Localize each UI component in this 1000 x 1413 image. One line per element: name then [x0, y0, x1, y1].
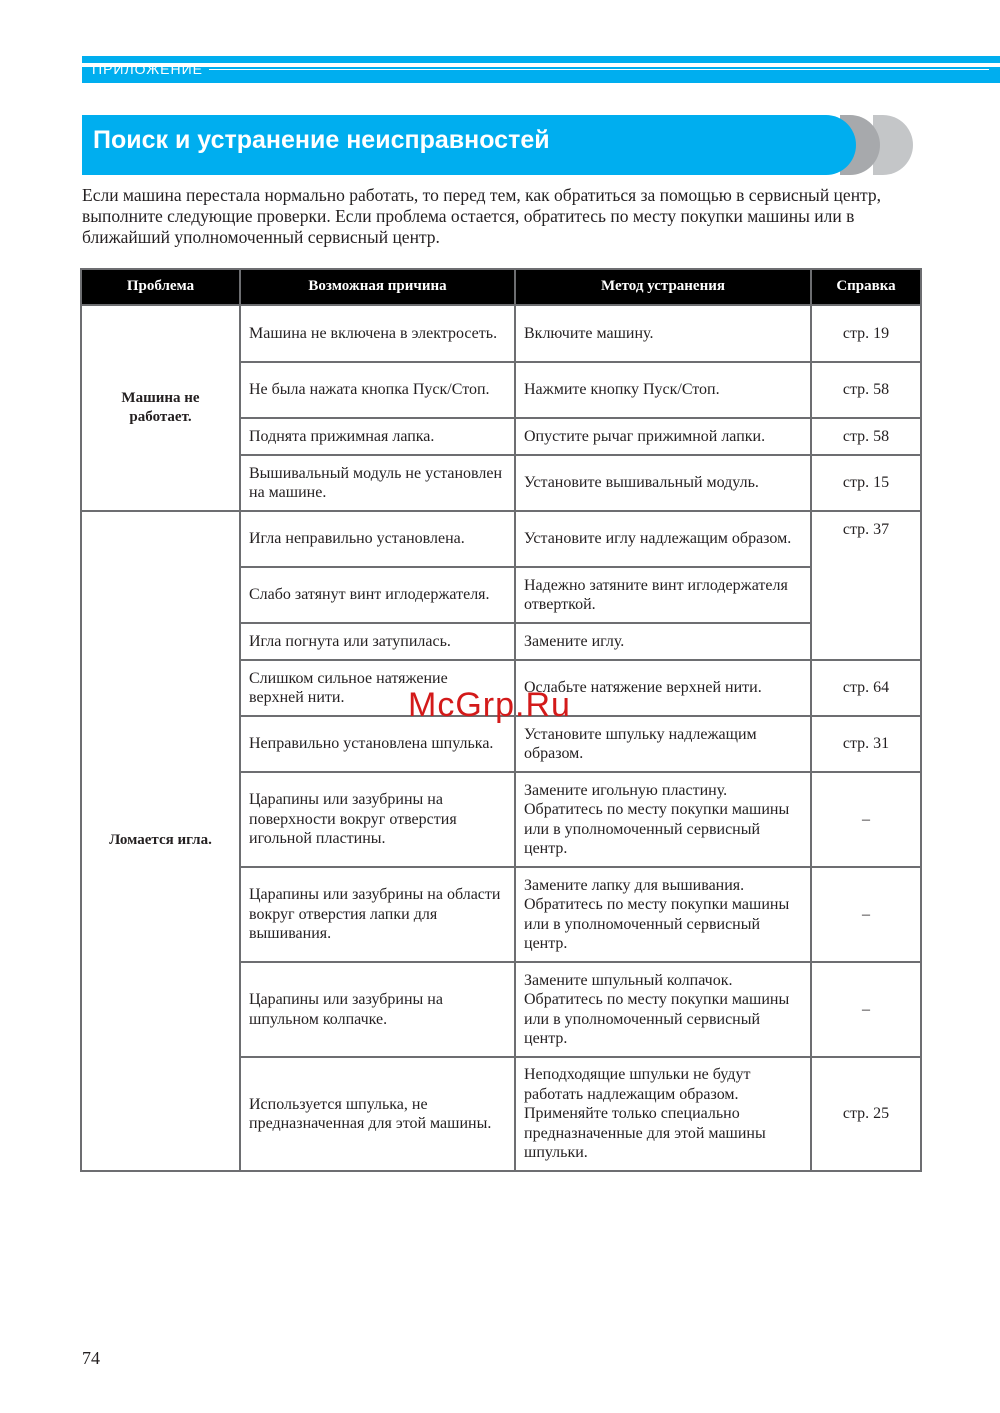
cause-cell: Игла неправильно установлена. [240, 511, 515, 567]
watermark: McGrp.Ru [408, 686, 571, 724]
remedy-cell: Замените шпульный колпачок. Обратитесь по месту покупки машины или в уполномоченный сервисный центр. [515, 962, 811, 1057]
reference-cell: стр. 19 [811, 305, 921, 362]
cause-cell: Слабо затянут винт иглодержателя. [240, 567, 515, 623]
remedy-cell: Надежно затяните винт иглодержателя отверткой. [515, 567, 811, 623]
header-remedy: Метод устранения [515, 269, 811, 305]
section-label-text: ПРИЛОЖЕНИЕ [92, 61, 204, 77]
section-label [92, 61, 989, 77]
reference-cell: стр. 58 [811, 418, 921, 455]
reference-cell: стр. 31 [811, 716, 921, 772]
cause-cell: Не была нажата кнопка Пуск/Стоп. [240, 362, 515, 418]
reference-cell: – [811, 962, 921, 1057]
cause-cell: Вышивальный модуль не установлен на машине. [240, 455, 515, 511]
section-label-rule [209, 69, 989, 70]
remedy-cell: Нажмите кнопку Пуск/Стоп. [515, 362, 811, 418]
remedy-cell: Замените игольную пластину. Обратитесь по месту покупки машины или в уполномоченный сервисный центр. [515, 772, 811, 867]
remedy-cell: Ослабьте натяжение верхней нити. [515, 660, 811, 716]
header-reference: Справка [811, 269, 921, 305]
problem-cell: Машина не работает. [81, 305, 240, 511]
page-title: Поиск и устранение неисправностей [93, 126, 550, 154]
header-cause: Возможная причина [240, 269, 515, 305]
remedy-cell: Опустите рычаг прижимной лапки. [515, 418, 811, 455]
reference-cell: стр. 37 [811, 511, 921, 660]
cause-cell: Неправильно установлена шпулька. [240, 716, 515, 772]
table-row [81, 305, 921, 362]
reference-cell: – [811, 772, 921, 867]
intro-paragraph: Если машина перестала нормально работать, то перед тем, как обратиться за помощью в сервисный центр, выполните следующие проверки. Если проблема остается, обратитесь по месту покупки машины или в ближайший уполномоченный сервисный центр. [82, 185, 882, 247]
cause-cell: Царапины или зазубрины на области вокруг отверстия лапки для вышивания. [240, 867, 515, 962]
remedy-cell: Включите машину. [515, 305, 811, 362]
page-number: 74 [82, 1348, 100, 1368]
table-row [81, 511, 921, 567]
problem-cell: Ломается игла. [81, 511, 240, 1171]
cause-cell: Используется шпулька, не предназначенная для этой машины. [240, 1057, 515, 1171]
cause-cell: Царапины или зазубрины на поверхности вокруг отверстия игольной пластины. [240, 772, 515, 867]
remedy-cell: Установите вышивальный модуль. [515, 455, 811, 511]
reference-cell: стр. 58 [811, 362, 921, 418]
remedy-cell: Замените иглу. [515, 623, 811, 660]
remedy-cell: Установите иглу надлежащим образом. [515, 511, 811, 567]
reference-cell: – [811, 867, 921, 962]
reference-cell: стр. 64 [811, 660, 921, 716]
header-problem: Проблема [81, 269, 240, 305]
remedy-cell: Неподходящие шпульки не будут работать надлежащим образом. Применяйте только специально предназначенные для этой машины шпульки. [515, 1057, 811, 1171]
remedy-cell: Установите шпульку надлежащим образом. [515, 716, 811, 772]
table-header-row [81, 269, 921, 305]
reference-cell: стр. 15 [811, 455, 921, 511]
cause-cell: Игла погнута или затупилась. [240, 623, 515, 660]
cause-cell: Царапины или зазубрины на шпульном колпачке. [240, 962, 515, 1057]
cause-cell: Поднята прижимная лапка. [240, 418, 515, 455]
cause-cell: Слишком сильное натяжение верхней нити. [240, 660, 515, 716]
reference-cell: стр. 25 [811, 1057, 921, 1171]
remedy-cell: Замените лапку для вышивания. Обратитесь по месту покупки машины или в уполномоченный сервисный центр. [515, 867, 811, 962]
cause-cell: Машина не включена в электросеть. [240, 305, 515, 362]
